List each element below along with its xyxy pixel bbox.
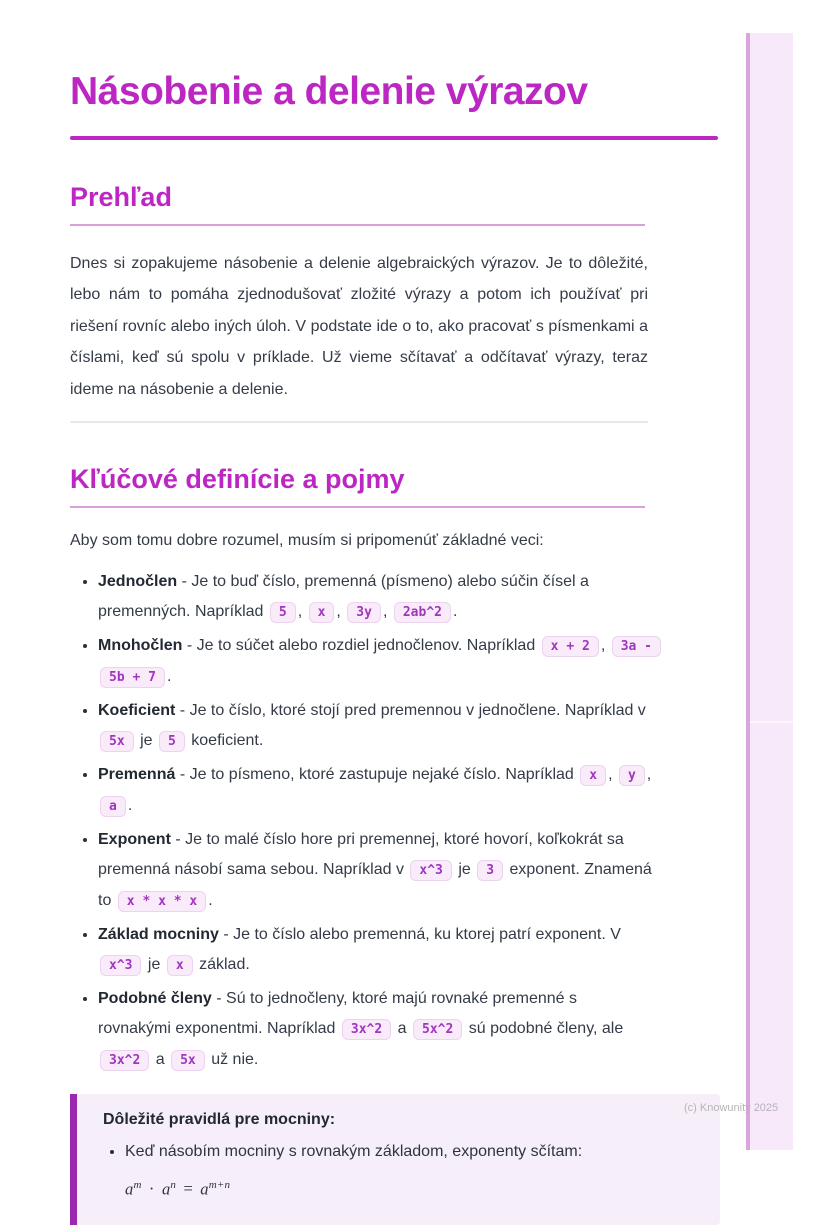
definitions-list — [70, 567, 652, 1076]
inline-code-chip: 5x — [100, 731, 134, 752]
document-content — [70, 0, 718, 1225]
definitions-heading: Kľúčové definície a pojmy — [70, 464, 405, 495]
definition-term: Základ mocniny — [98, 925, 219, 943]
inline-code-chip: x — [580, 765, 606, 786]
page-edge-strip — [746, 33, 793, 1150]
definition-item: • Premenná - Je to písmeno, ktoré zastupuje nejaké číslo. Napríklad x , y , a . — [98, 760, 652, 822]
definitions-intro: Aby som tomu dobre rozumel, musím si pripomenúť základné veci: — [70, 531, 544, 549]
overview-heading-rule — [70, 224, 645, 226]
inline-code-chip: x — [167, 955, 193, 976]
section-overview — [70, 183, 718, 405]
inline-code-chip: 3 — [477, 860, 503, 881]
inline-code-chip: x^3 — [410, 860, 451, 881]
definition-term: Jednočlen — [98, 572, 178, 590]
definition-item: • Mnohočlen - Je to súčet alebo rozdiel jednočlenov. Napríklad x + 2 , 3a - 5b + 7 . — [98, 631, 652, 693]
inline-code-chip: 2ab^2 — [394, 602, 451, 623]
page-title: Násobenie a delenie výrazov — [70, 70, 588, 113]
definition-item: • Exponent - Je to malé číslo hore pri premennej, ktoré hovorí, koľkokrát sa premenná násobí sama sebou. Napríklad v x^3 je 3 exponent. Znamená to x * x * x . — [98, 825, 652, 917]
inline-code-chip: 3y — [347, 602, 381, 623]
callout-power-rules — [70, 1094, 720, 1225]
definition-item: • Koeficient - Je to číslo, ktoré stojí pred premennou v jednočlene. Napríklad v 5x je 5 koeficient. — [98, 696, 652, 757]
title-rule — [70, 136, 718, 140]
inline-code-chip: x * x * x — [118, 891, 206, 912]
definition-item: • Podobné členy - Sú to jednočleny, ktoré majú rovnaké premenné s rovnakými exponentmi. Napríklad 3x^2 a 5x^2 sú podobné členy, ale 3x^2 a 5x už nie. — [98, 984, 652, 1076]
inline-code-chip: 3x^2 — [342, 1019, 391, 1040]
overview-heading: Prehľad — [70, 181, 172, 212]
inline-code-chip: x — [309, 602, 335, 623]
overview-paragraph: Dnes si zopakujeme násobenie a delenie algebraických výrazov. Je to dôležité, lebo nám to pomáha zjednodušovať zložité výrazy a potom ich používať pri riešení rovníc alebo iných úloh. V podstate ide o to, ako pracovať s písmenkami a číslami, keď sú spolu v príklade. Už vieme sčítavať a odčítavať výrazy, teraz ideme na násobenie a delenie. — [70, 254, 648, 398]
definition-item: • Základ mocniny - Je to číslo alebo premenná, ku ktorej patrí exponent. V x^3 je x základ. — [98, 920, 652, 981]
callout-item-text: Keď násobím mocniny s rovnakým základom, exponenty sčítam: — [125, 1142, 583, 1160]
inline-code-chip: x^3 — [100, 955, 141, 976]
section-definitions — [70, 465, 718, 1076]
callout-title: Dôležité pravidlá pre mocniny: — [103, 1110, 336, 1128]
definition-term: Mnohočlen — [98, 636, 183, 654]
definition-term: Premenná — [98, 765, 176, 783]
definition-term: Koeficient — [98, 701, 176, 719]
inline-code-chip: y — [619, 765, 645, 786]
inline-code-chip: 3a - 5b + 7 — [100, 636, 661, 688]
inline-code-chip: 5 — [270, 602, 296, 623]
section-divider — [70, 421, 648, 423]
inline-code-chip: 5 — [159, 731, 185, 752]
inline-code-chip: 5x — [171, 1050, 205, 1071]
definitions-heading-rule — [70, 506, 645, 508]
definition-term: Podobné členy — [98, 989, 212, 1007]
page-break-line — [750, 721, 793, 723]
watermark: (c) Knowunity 2025 — [684, 1102, 779, 1114]
inline-code-chip: 3x^2 — [100, 1050, 149, 1071]
inline-code-chip: x + 2 — [542, 636, 599, 657]
inline-code-chip: a — [100, 796, 126, 817]
definition-term: Exponent — [98, 830, 171, 848]
inline-code-chip: 5x^2 — [413, 1019, 462, 1040]
definition-item: • Jednočlen - Je to buď číslo, premenná (písmeno) alebo súčin čísel a premenných. Napríklad 5 , x , 3y , 2ab^2 . — [98, 567, 652, 628]
power-rule-formula: $a^m \cdot a^n = a^{m+n}$ — [125, 1178, 231, 1199]
